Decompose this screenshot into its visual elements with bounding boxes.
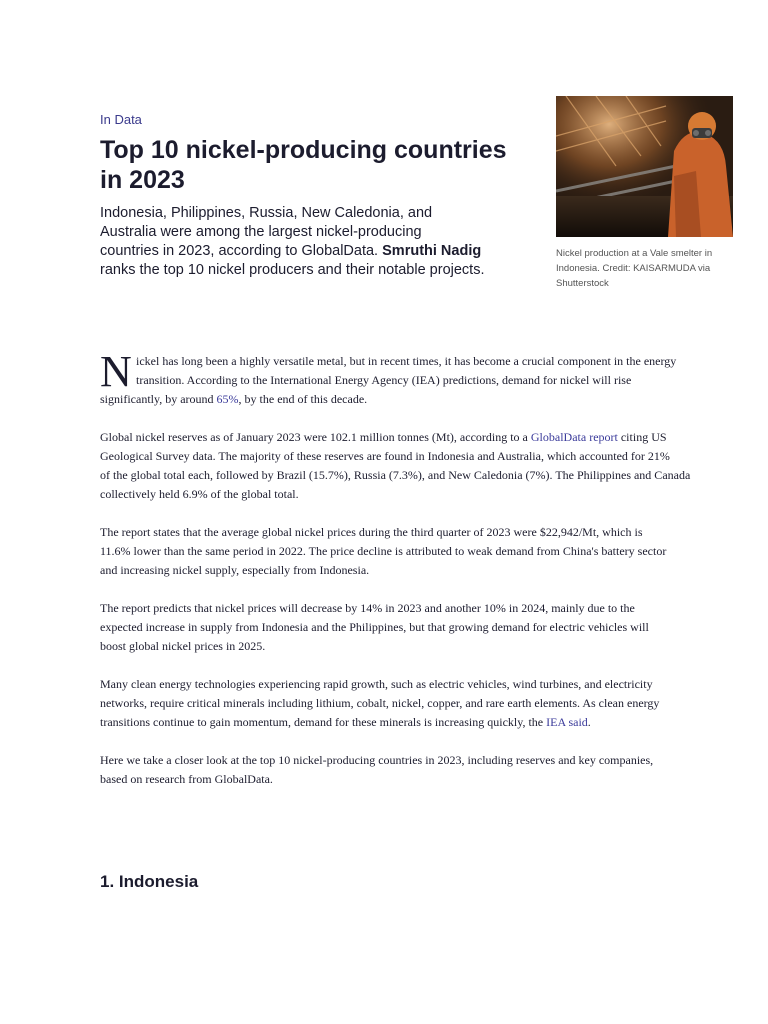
standfirst-line: Australia were among the largest nickel-producing (100, 224, 422, 240)
paragraph-line: boost global nickel prices in 2025. (100, 639, 266, 653)
paragraph (100, 352, 768, 409)
paragraph-line (100, 390, 768, 409)
text: transitions continue to gain momentum, demand for these minerals is increasing quickly, the (100, 715, 547, 729)
paragraph (100, 751, 768, 789)
paragraph-line: and increasing nickel supply, especially from Indonesia. (100, 563, 370, 577)
paragraph-line: The report predicts that nickel prices will decrease by 14% in 2023 and another 10% in 2024, mainly due to the (100, 601, 635, 615)
author-name[interactable]: Smruthi Nadig (382, 243, 482, 259)
paragraph (100, 675, 768, 732)
paragraph (100, 599, 768, 656)
article-title (100, 135, 540, 195)
paragraph-line: 11.6% lower than the same period in 2022. The price decline is attributed to weak demand from China's battery sector (100, 544, 667, 558)
caption-line: Indonesia. Credit: KAISARMUDA via (556, 263, 711, 274)
standfirst-line: Indonesia, Philippines, Russia, New Caledonia, and (100, 205, 433, 221)
iea-said-link[interactable]: IEA said (546, 715, 588, 729)
article-standfirst (100, 204, 540, 280)
paragraph-line: expected increase in supply from Indonesia and the Philippines, but that growing demand for electric vehicles will (100, 620, 649, 634)
paragraph-line: based on research from GlobalData. (100, 772, 273, 786)
standfirst-line: countries in 2023, according to GlobalData. (100, 243, 383, 259)
paragraph-line: Geological Survey data. The majority of these reserves are found in Indonesia and Australia, which accounted for 21% (100, 449, 670, 463)
text: citing US (617, 430, 667, 444)
paragraph-line: networks, require critical minerals including lithium, cobalt, nickel, copper, and rare earth elements. As clean energy (100, 696, 660, 710)
globaldata-report-link[interactable]: GlobalData report (530, 430, 618, 444)
text: . (587, 715, 591, 729)
paragraph-line: collectively held 6.9% of the global total. (100, 487, 299, 501)
paragraph (100, 523, 768, 580)
paragraph-line: Many clean energy technologies experiencing rapid growth, such as electric vehicles, wind turbines, and electricity (100, 677, 653, 691)
paragraph-line (100, 713, 768, 732)
paragraph-line: of the global total each, followed by Brazil (15.7%), Russia (7.3%), and New Caledonia (7%). The Philippines and Canada (100, 468, 691, 482)
paragraph-line: Here we take a closer look at the top 10 nickel-producing countries in 2023, including reserves and key companies, (100, 753, 654, 767)
smelter-photo (556, 96, 733, 237)
paragraph-line: The report states that the average global nickel prices during the third quarter of 2023 were $22,942/Mt, which is (100, 525, 643, 539)
caption-line: Shutterstock (556, 278, 609, 289)
paragraph-line: transition. According to the International Energy Agency (IEA) predictions, demand for nickel will rise (136, 373, 632, 387)
stat-65-link[interactable]: 65% (216, 392, 239, 406)
text: significantly, by around (100, 392, 217, 406)
article-body (100, 352, 768, 808)
paragraph-line: ickel has long been a highly versatile metal, but in recent times, it has become a crucial component in the energy (136, 354, 677, 368)
paragraph (100, 428, 768, 504)
article-figure (556, 96, 733, 291)
section-heading-indonesia: 1. Indonesia (100, 872, 199, 891)
title-line: Top 10 nickel-producing countries (100, 136, 507, 164)
standfirst-line: ranks the top 10 nickel producers and their notable projects. (100, 262, 485, 278)
image-caption (556, 246, 736, 291)
caption-line: Nickel production at a Vale smelter in (556, 248, 713, 259)
category-link[interactable]: In Data (100, 112, 142, 127)
text: , by the end of this decade. (238, 392, 368, 406)
text: Global nickel reserves as of January 2023 were 102.1 million tonnes (Mt), according to a (100, 430, 531, 444)
article-header (100, 112, 540, 280)
title-line: in 2023 (100, 166, 185, 194)
paragraph-line (100, 428, 768, 447)
drop-cap: N (100, 352, 132, 396)
